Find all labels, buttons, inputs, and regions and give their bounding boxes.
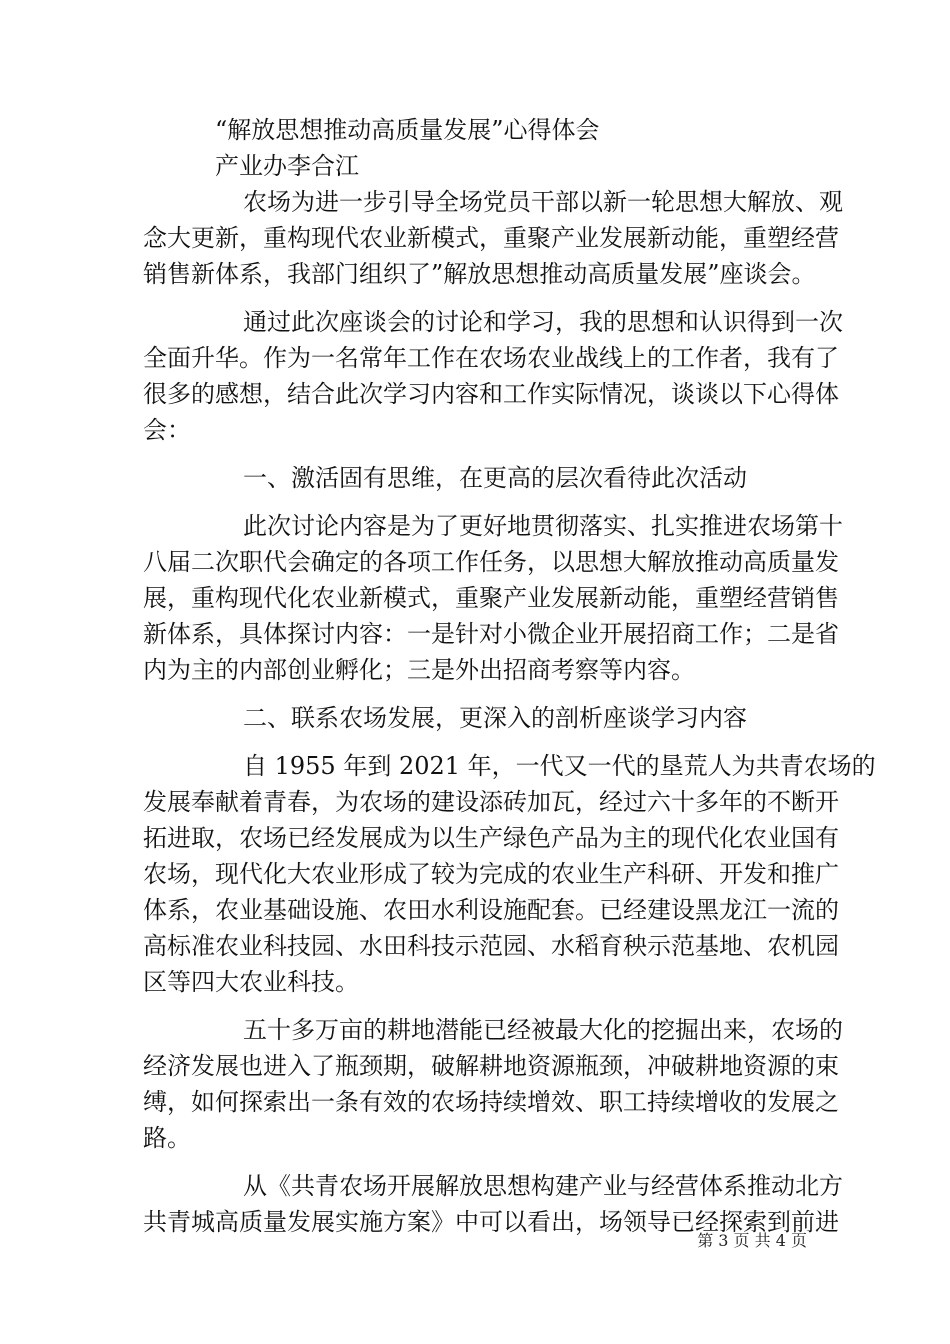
- paragraph-line: 高标准农业科技园、水田科技示范园、水稻育秧示范基地、农机园: [143, 932, 839, 960]
- paragraph-line: 自 1955 年到 2021 年，一代又一代的垦荒人为共青农场的: [243, 752, 876, 780]
- paragraph-line: 念大更新，重构现代农业新模式，重聚产业发展新动能，重塑经营: [143, 224, 839, 252]
- section-heading-2: [143, 700, 806, 736]
- paragraph-6: [143, 1168, 843, 1240]
- section-heading-1: [143, 460, 806, 496]
- paragraph-4: [143, 748, 876, 1000]
- document-author: 产业办李合江: [215, 152, 359, 180]
- paragraph-line: 新体系，具体探讨内容：一是针对小微企业开展招商工作；二是省: [143, 620, 839, 648]
- paragraph-line: 拓进取，农场已经发展成为以生产绿色产品为主的现代化农业国有: [143, 824, 839, 852]
- paragraph-line: 农场，现代化大农业形成了较为完成的农业生产科研、开发和推广: [143, 860, 839, 888]
- paragraph-5: [143, 1012, 843, 1156]
- paragraph-line: 五十多万亩的耕地潜能已经被最大化的挖掘出来，农场的: [243, 1016, 843, 1044]
- page-number: 第 3 页 共 4 页: [697, 1231, 807, 1250]
- paragraph-line: 展，重构现代化农业新模式，重聚产业发展新动能，重塑经营销售: [143, 584, 839, 612]
- paragraph-line: 会：: [143, 416, 191, 444]
- document-title: “解放思想推动高质量发展”心得体会: [215, 116, 600, 144]
- paragraph-line: 共青城高质量发展实施方案》中可以看出，场领导已经探索到前进: [143, 1208, 839, 1236]
- paragraph-line: 从《共青农场开展解放思想构建产业与经营体系推动北方: [243, 1172, 843, 1200]
- paragraph-line: 八届二次职代会确定的各项工作任务，以思想大解放推动高质量发: [143, 548, 839, 576]
- paragraph-line: 内为主的内部创业孵化；三是外出招商考察等内容。: [143, 656, 695, 684]
- paragraph-1: [143, 184, 843, 292]
- paragraph-line: 通过此次座谈会的讨论和学习，我的思想和认识得到一次: [243, 308, 843, 336]
- document-body: [143, 112, 876, 1252]
- paragraph-line: 体系，农业基础设施、农田水利设施配套。已经建设黑龙江一流的: [143, 896, 839, 924]
- paragraph-line: 区等四大农业科技。: [143, 968, 359, 996]
- paragraph-line: 此次讨论内容是为了更好地贯彻落实、扎实推进农场第十: [243, 512, 843, 540]
- paragraph-line: 路。: [143, 1124, 191, 1152]
- paragraph-3: [143, 508, 843, 688]
- paragraph-line: 农场为进一步引导全场党员干部以新一轮思想大解放、观: [243, 188, 843, 216]
- paragraph-line: 销售新体系，我部门组织了”解放思想推动高质量发展”座谈会。: [143, 260, 816, 288]
- paragraph-line: 缚，如何探索出一条有效的农场持续增效、职工持续增收的发展之: [143, 1088, 839, 1116]
- paragraph-line: 全面升华。作为一名常年工作在农场农业战线上的工作者，我有了: [143, 344, 839, 372]
- section-heading: 二、联系农场发展，更深入的剖析座谈学习内容: [243, 704, 747, 732]
- paragraph-2: [143, 304, 843, 448]
- paragraph-line: 很多的感想，结合此次学习内容和工作实际情况，谈谈以下心得体: [143, 380, 839, 408]
- paragraph-line: 经济发展也进入了瓶颈期，破解耕地资源瓶颈，冲破耕地资源的束: [143, 1052, 839, 1080]
- paragraph-line: 发展奉献着青春，为农场的建设添砖加瓦，经过六十多年的不断开: [143, 788, 839, 816]
- section-heading: 一、激活固有思维，在更高的层次看待此次活动: [243, 464, 747, 492]
